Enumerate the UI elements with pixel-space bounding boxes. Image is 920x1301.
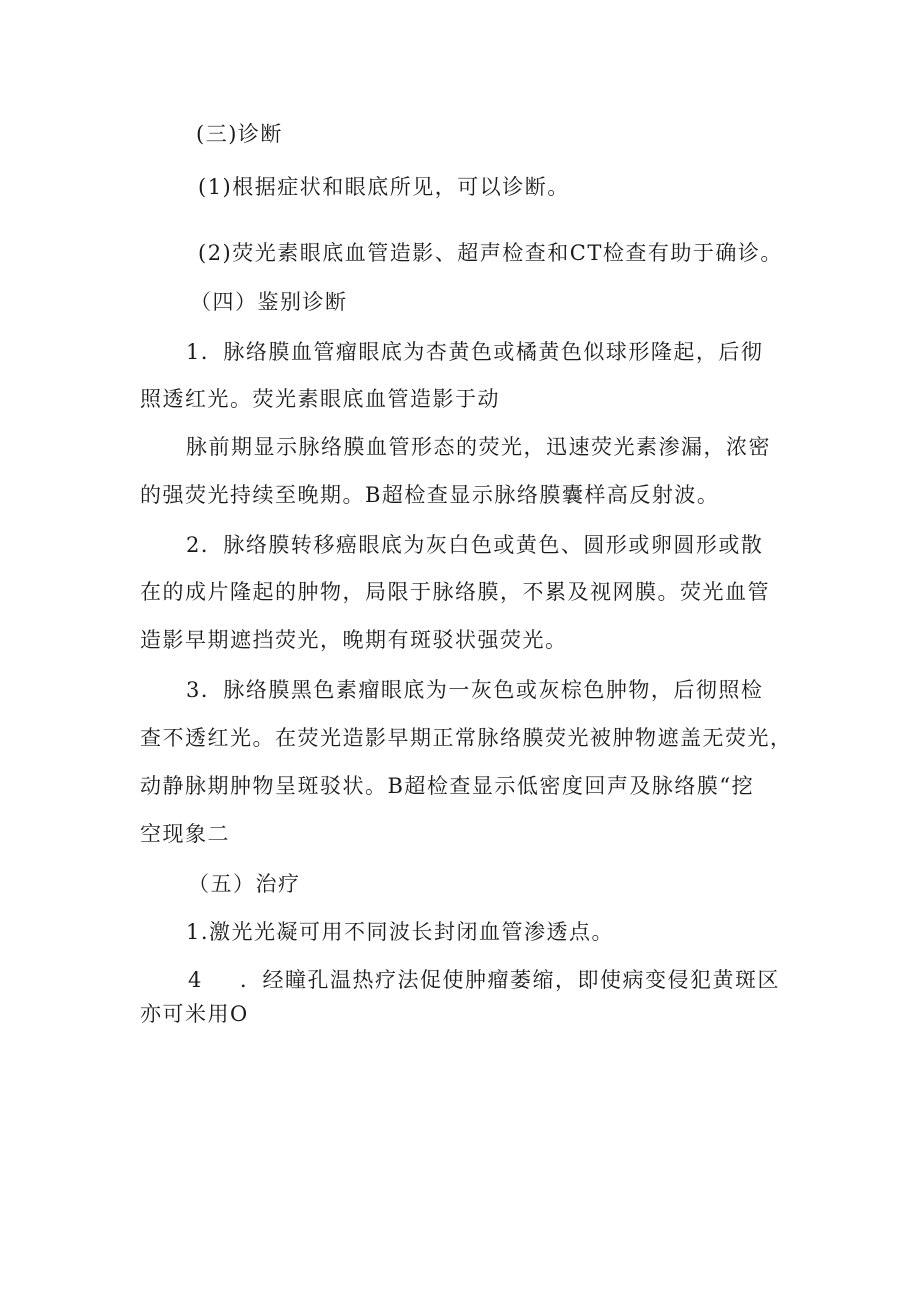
differential-item-3-line-4: 空现象二 — [140, 822, 230, 846]
differential-item-1-line-2: 照透红光。荧光素眼底血管造影于动 — [140, 387, 500, 411]
differential-item-2-line-3: 造影早期遮挡荧光，晚期有斑驳状强荧光。 — [140, 628, 568, 652]
treatment-item-4-line-2: 亦可米用O — [140, 1002, 249, 1026]
section-heading-diagnosis: (三)诊断 — [196, 122, 283, 146]
differential-item-1-line-4: 的强荧光持续至晚期。B超检查显示脉络膜囊样高反射波。 — [140, 483, 720, 507]
differential-item-1-line-1: 1．脉络膜血管瘤眼底为杏黄色或橘黄色似球形隆起，后彻 — [186, 340, 764, 364]
differential-item-1-line-3: 脉前期显示脉络膜血管形态的荧光，迅速荧光素渗漏，浓密 — [186, 435, 771, 459]
differential-item-3-line-3: 动静脉期肿物呈斑驳状。B超检查显示低密度回声及脉络膜“挖 — [140, 774, 755, 798]
differential-item-2-line-2: 在的成片隆起的肿物，局限于脉络膜，不累及视网膜。荧光血管 — [140, 580, 770, 604]
differential-item-3-line-2: 查不透红光。在荧光造影早期正常脉络膜荧光被肿物遮盖无荧光， — [140, 726, 793, 750]
differential-item-2-line-1: 2．脉络膜转移癌眼底为灰白色或黄色、圆形或卵圆形或散 — [186, 533, 764, 557]
diagnosis-item-2: (2)荧光素眼底血管造影、超声检查和CT检查有助于确诊。 — [198, 241, 783, 265]
differential-item-3-line-1: 3．脉络膜黑色素瘤眼底为一灰色或灰棕色肿物，后彻照检 — [186, 678, 764, 702]
section-heading-treatment: （五）治疗 — [188, 872, 301, 896]
treatment-item-4-line-1: ．经瞳孔温热疗法促使肿瘤萎缩，即使病变侵犯黄斑区 — [240, 968, 780, 992]
section-heading-differential: （四）鉴别诊断 — [190, 290, 348, 314]
treatment-item-4-number: 4 — [188, 968, 203, 992]
treatment-item-1: 1.激光光凝可用不同波长封闭血管渗透点。 — [186, 920, 615, 944]
diagnosis-item-1: (1)根据症状和眼底所见，可以诊断。 — [198, 175, 570, 199]
